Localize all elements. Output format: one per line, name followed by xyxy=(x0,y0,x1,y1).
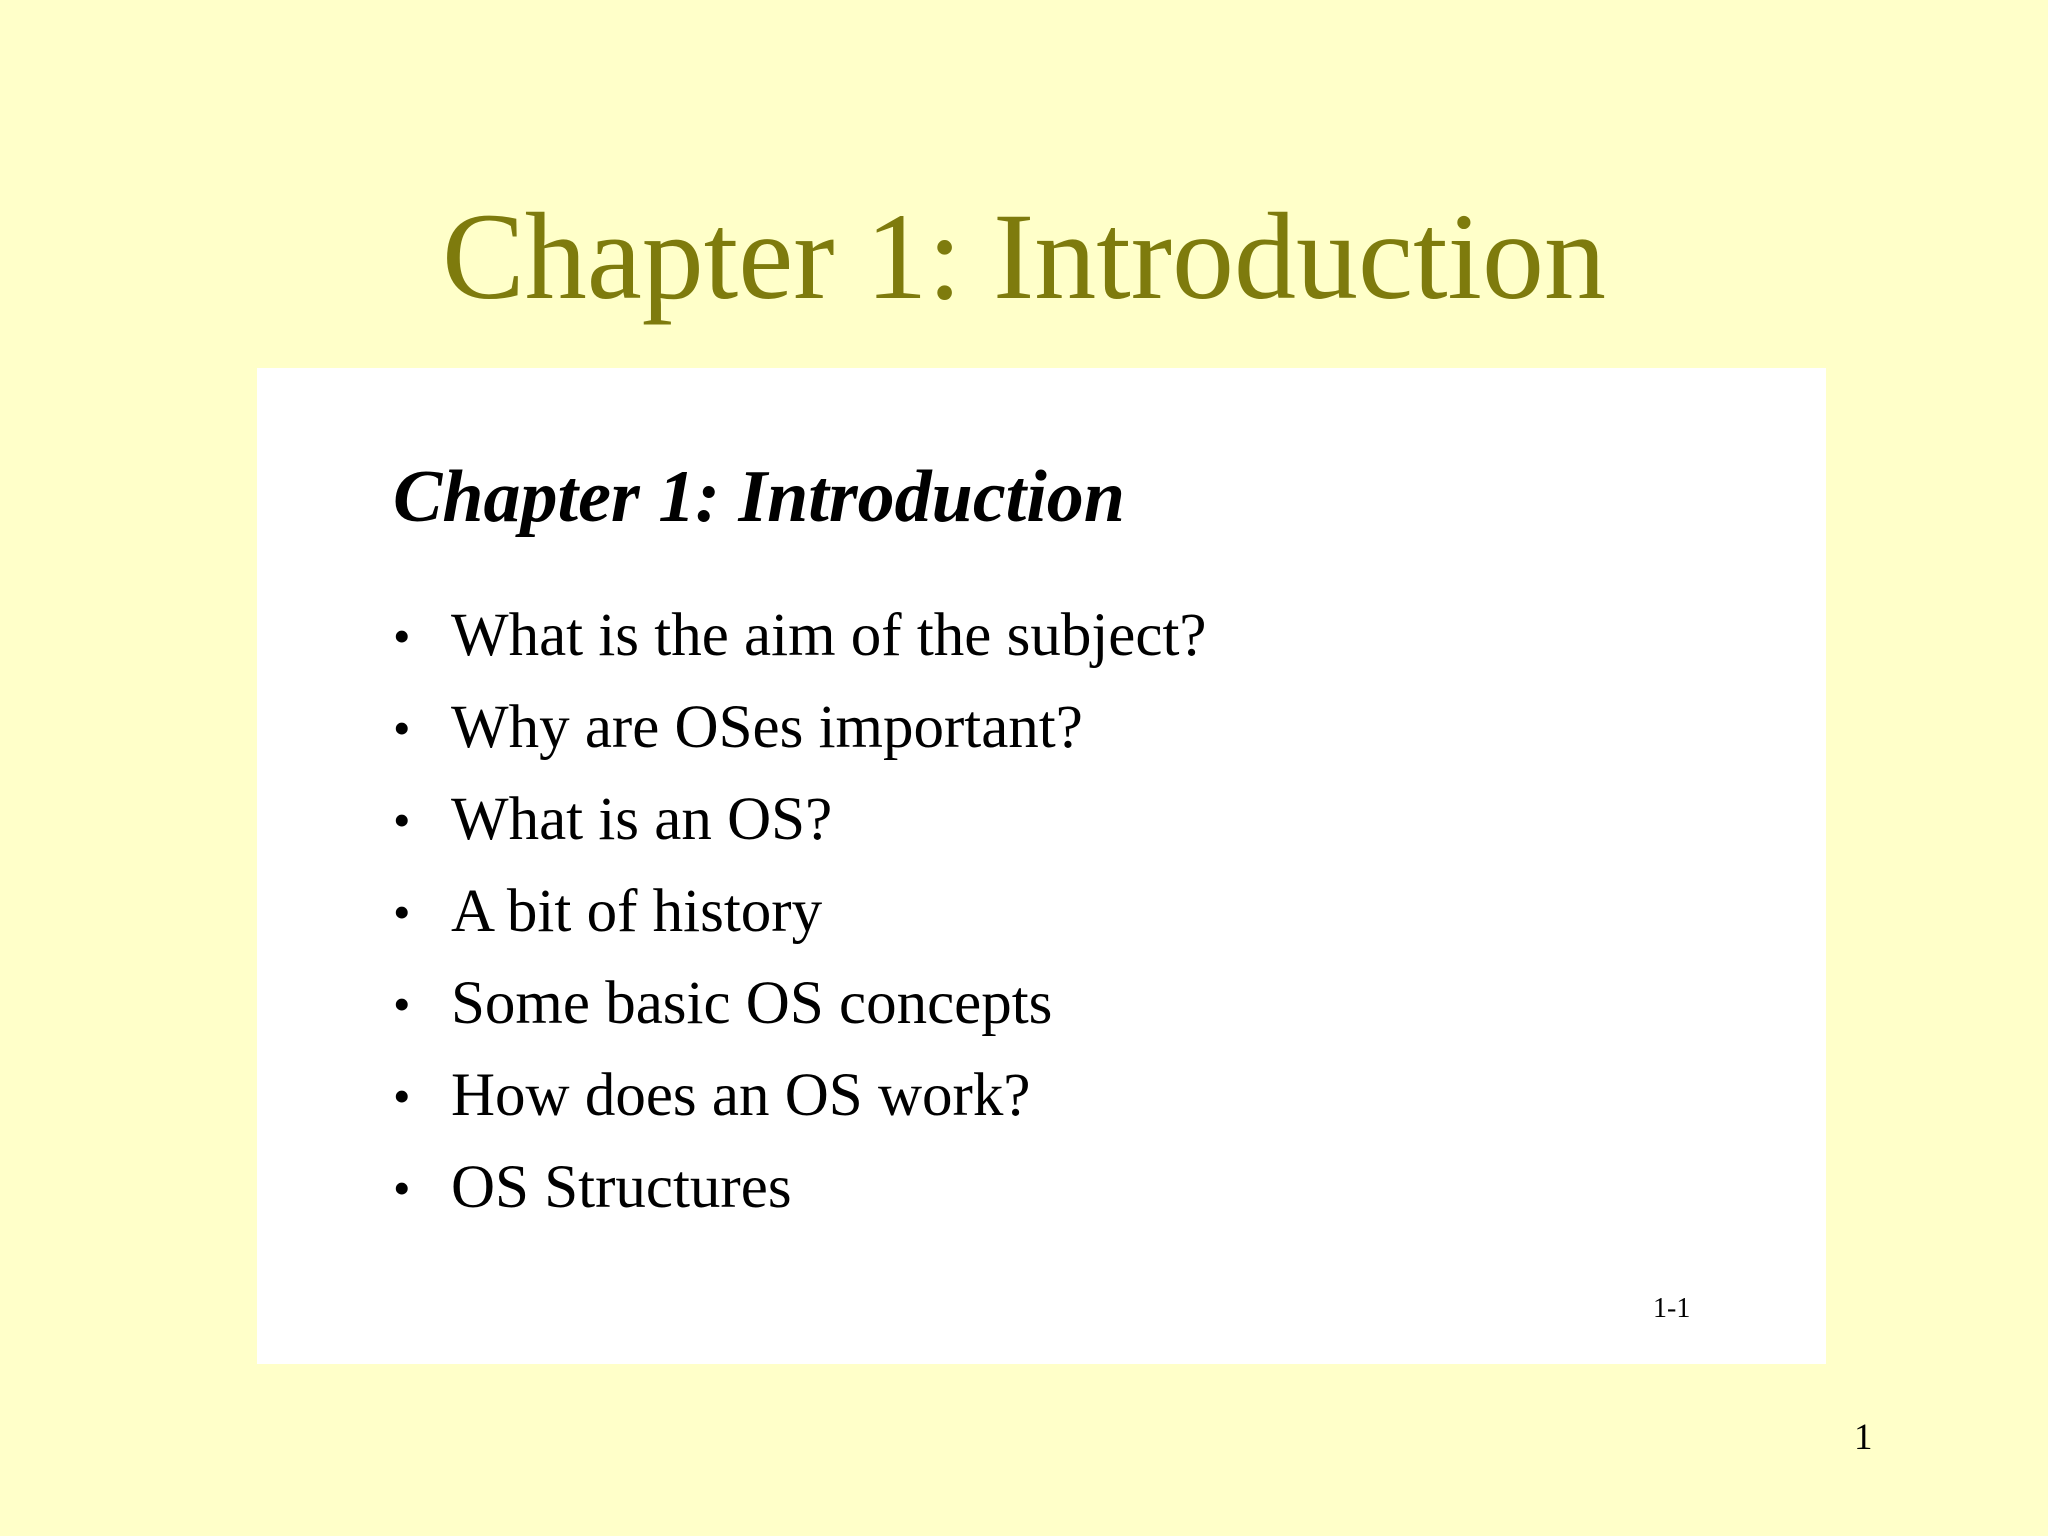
bullet-point: • xyxy=(393,884,411,940)
bullet-text: What is the aim of the subject? xyxy=(451,602,1207,669)
bullet-text: How does an OS work? xyxy=(451,1062,1031,1129)
bullet-point: • xyxy=(393,1160,411,1216)
slide-title: Chapter 1: Introduction xyxy=(442,188,1606,325)
bullet-point: • xyxy=(393,1068,411,1124)
embedded-slide-panel xyxy=(257,368,1826,1364)
panel-title: Chapter 1: Introduction xyxy=(393,456,1125,538)
bullet-point: • xyxy=(393,976,411,1032)
bullet-point: • xyxy=(393,608,411,664)
bullet-text: Why are OSes important? xyxy=(451,694,1083,761)
bullet-text: Some basic OS concepts xyxy=(451,970,1053,1037)
slide-number: 1 xyxy=(1854,1417,1873,1458)
bullet-text: OS Structures xyxy=(451,1154,792,1221)
bullet-point: • xyxy=(393,792,411,848)
panel-page-label: 1-1 xyxy=(1653,1293,1691,1324)
bullet-text: What is an OS? xyxy=(451,786,833,853)
bullet-text: A bit of history xyxy=(451,878,823,945)
bullet-point: • xyxy=(393,700,411,756)
